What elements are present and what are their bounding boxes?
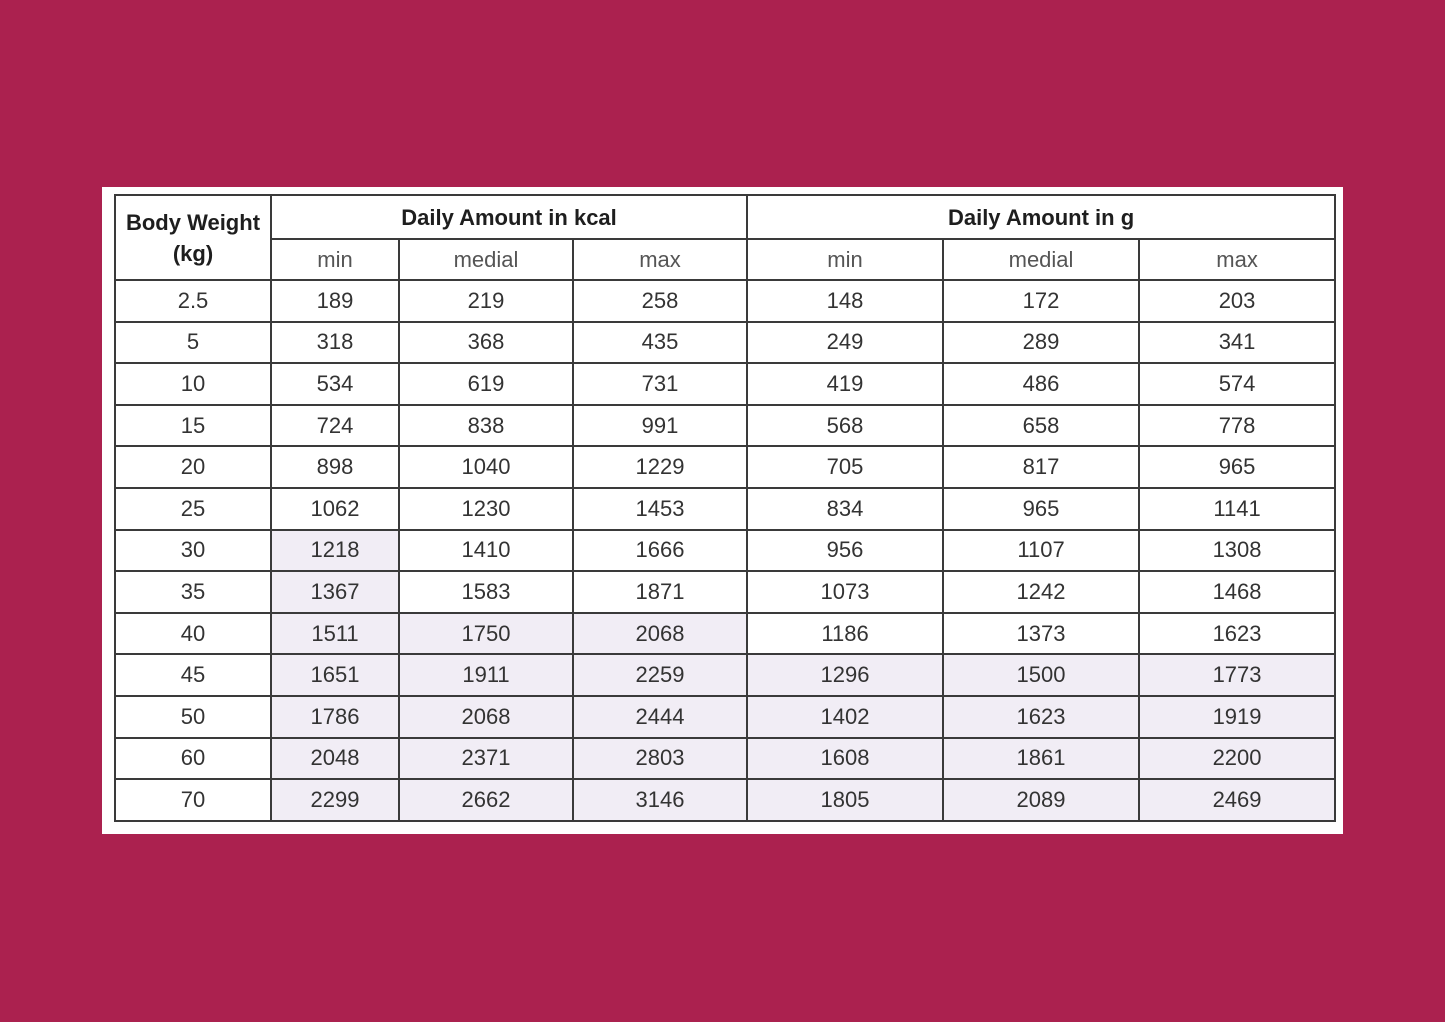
g-medial-cell: 817 <box>943 446 1139 488</box>
table-row <box>115 488 1335 530</box>
kcal-medial-cell: 219 <box>399 280 573 322</box>
body-weight-header-label: Body Weight (kg) <box>125 209 261 266</box>
body-weight-cell: 30 <box>115 530 271 572</box>
kcal-min-cell: 724 <box>271 405 399 447</box>
kcal-max-cell: 731 <box>573 363 747 405</box>
body-weight-cell: 40 <box>115 613 271 655</box>
g-min-cell: 419 <box>747 363 943 405</box>
kcal-medial-cell: 1230 <box>399 488 573 530</box>
kcal-medial-cell: 2068 <box>399 696 573 738</box>
g-group-header: Daily Amount in g <box>747 195 1335 239</box>
kcal-max-cell: 435 <box>573 322 747 364</box>
body-weight-header <box>115 195 271 280</box>
kcal-min-cell: 2048 <box>271 738 399 780</box>
g-min-cell: 956 <box>747 530 943 572</box>
table-row <box>115 530 1335 572</box>
kcal-medial-cell: 1583 <box>399 571 573 613</box>
body-weight-cell: 10 <box>115 363 271 405</box>
kcal-max-cell: 1229 <box>573 446 747 488</box>
kcal-min-cell: 2299 <box>271 779 399 821</box>
table-row <box>115 696 1335 738</box>
g-medial-cell: 1242 <box>943 571 1139 613</box>
g-max-cell: 1468 <box>1139 571 1335 613</box>
table-row <box>115 363 1335 405</box>
g-max-header: max <box>1139 239 1335 280</box>
g-max-cell: 1623 <box>1139 613 1335 655</box>
body-weight-cell: 45 <box>115 654 271 696</box>
g-medial-cell: 289 <box>943 322 1139 364</box>
kcal-max-header: max <box>573 239 747 280</box>
kcal-max-cell: 1666 <box>573 530 747 572</box>
header-row <box>115 195 1335 239</box>
g-max-cell: 2200 <box>1139 738 1335 780</box>
body-weight-cell: 50 <box>115 696 271 738</box>
g-medial-cell: 1500 <box>943 654 1139 696</box>
g-min-cell: 1402 <box>747 696 943 738</box>
g-min-cell: 249 <box>747 322 943 364</box>
kcal-min-cell: 1651 <box>271 654 399 696</box>
subheader-row <box>115 239 1335 280</box>
body-weight-cell: 5 <box>115 322 271 364</box>
kcal-max-cell: 2444 <box>573 696 747 738</box>
feeding-table <box>114 194 1336 822</box>
g-max-cell: 203 <box>1139 280 1335 322</box>
kcal-medial-cell: 619 <box>399 363 573 405</box>
g-medial-cell: 965 <box>943 488 1139 530</box>
body-weight-cell: 60 <box>115 738 271 780</box>
kcal-min-cell: 1511 <box>271 613 399 655</box>
kcal-min-cell: 534 <box>271 363 399 405</box>
kcal-medial-cell: 1410 <box>399 530 573 572</box>
kcal-min-cell: 1062 <box>271 488 399 530</box>
kcal-min-header: min <box>271 239 399 280</box>
g-max-cell: 2469 <box>1139 779 1335 821</box>
kcal-min-cell: 1218 <box>271 530 399 572</box>
table-row <box>115 571 1335 613</box>
g-min-header: min <box>747 239 943 280</box>
kcal-max-cell: 258 <box>573 280 747 322</box>
g-max-cell: 1773 <box>1139 654 1335 696</box>
g-min-cell: 1805 <box>747 779 943 821</box>
table-row <box>115 405 1335 447</box>
kcal-max-cell: 2068 <box>573 613 747 655</box>
g-medial-cell: 486 <box>943 363 1139 405</box>
kcal-min-cell: 898 <box>271 446 399 488</box>
table-row <box>115 613 1335 655</box>
kcal-medial-cell: 2371 <box>399 738 573 780</box>
g-min-cell: 148 <box>747 280 943 322</box>
g-medial-header: medial <box>943 239 1139 280</box>
g-medial-cell: 1107 <box>943 530 1139 572</box>
body-weight-cell: 25 <box>115 488 271 530</box>
kcal-max-cell: 1453 <box>573 488 747 530</box>
table-row <box>115 654 1335 696</box>
kcal-min-cell: 1786 <box>271 696 399 738</box>
kcal-min-cell: 1367 <box>271 571 399 613</box>
kcal-medial-cell: 1750 <box>399 613 573 655</box>
table-row <box>115 322 1335 364</box>
kcal-medial-cell: 2662 <box>399 779 573 821</box>
kcal-medial-cell: 838 <box>399 405 573 447</box>
kcal-max-cell: 2259 <box>573 654 747 696</box>
g-max-cell: 1308 <box>1139 530 1335 572</box>
kcal-medial-header: medial <box>399 239 573 280</box>
body-weight-cell: 35 <box>115 571 271 613</box>
g-medial-cell: 1623 <box>943 696 1139 738</box>
kcal-medial-cell: 368 <box>399 322 573 364</box>
g-medial-cell: 658 <box>943 405 1139 447</box>
kcal-min-cell: 318 <box>271 322 399 364</box>
table-row <box>115 280 1335 322</box>
g-min-cell: 834 <box>747 488 943 530</box>
kcal-medial-cell: 1911 <box>399 654 573 696</box>
g-medial-cell: 1861 <box>943 738 1139 780</box>
g-max-cell: 778 <box>1139 405 1335 447</box>
g-min-cell: 1608 <box>747 738 943 780</box>
table-row <box>115 446 1335 488</box>
table-row <box>115 779 1335 821</box>
kcal-medial-cell: 1040 <box>399 446 573 488</box>
g-max-cell: 965 <box>1139 446 1335 488</box>
g-max-cell: 341 <box>1139 322 1335 364</box>
table-body <box>115 280 1335 821</box>
g-max-cell: 1141 <box>1139 488 1335 530</box>
g-min-cell: 568 <box>747 405 943 447</box>
kcal-max-cell: 2803 <box>573 738 747 780</box>
kcal-max-cell: 991 <box>573 405 747 447</box>
g-min-cell: 1073 <box>747 571 943 613</box>
table-card <box>102 187 1343 834</box>
g-medial-cell: 2089 <box>943 779 1139 821</box>
table-row <box>115 738 1335 780</box>
body-weight-cell: 2.5 <box>115 280 271 322</box>
g-min-cell: 705 <box>747 446 943 488</box>
g-max-cell: 574 <box>1139 363 1335 405</box>
body-weight-cell: 70 <box>115 779 271 821</box>
kcal-min-cell: 189 <box>271 280 399 322</box>
body-weight-cell: 15 <box>115 405 271 447</box>
kcal-max-cell: 3146 <box>573 779 747 821</box>
g-max-cell: 1919 <box>1139 696 1335 738</box>
g-medial-cell: 1373 <box>943 613 1139 655</box>
g-min-cell: 1296 <box>747 654 943 696</box>
body-weight-cell: 20 <box>115 446 271 488</box>
g-medial-cell: 172 <box>943 280 1139 322</box>
g-min-cell: 1186 <box>747 613 943 655</box>
kcal-group-header: Daily Amount in kcal <box>271 195 747 239</box>
kcal-max-cell: 1871 <box>573 571 747 613</box>
